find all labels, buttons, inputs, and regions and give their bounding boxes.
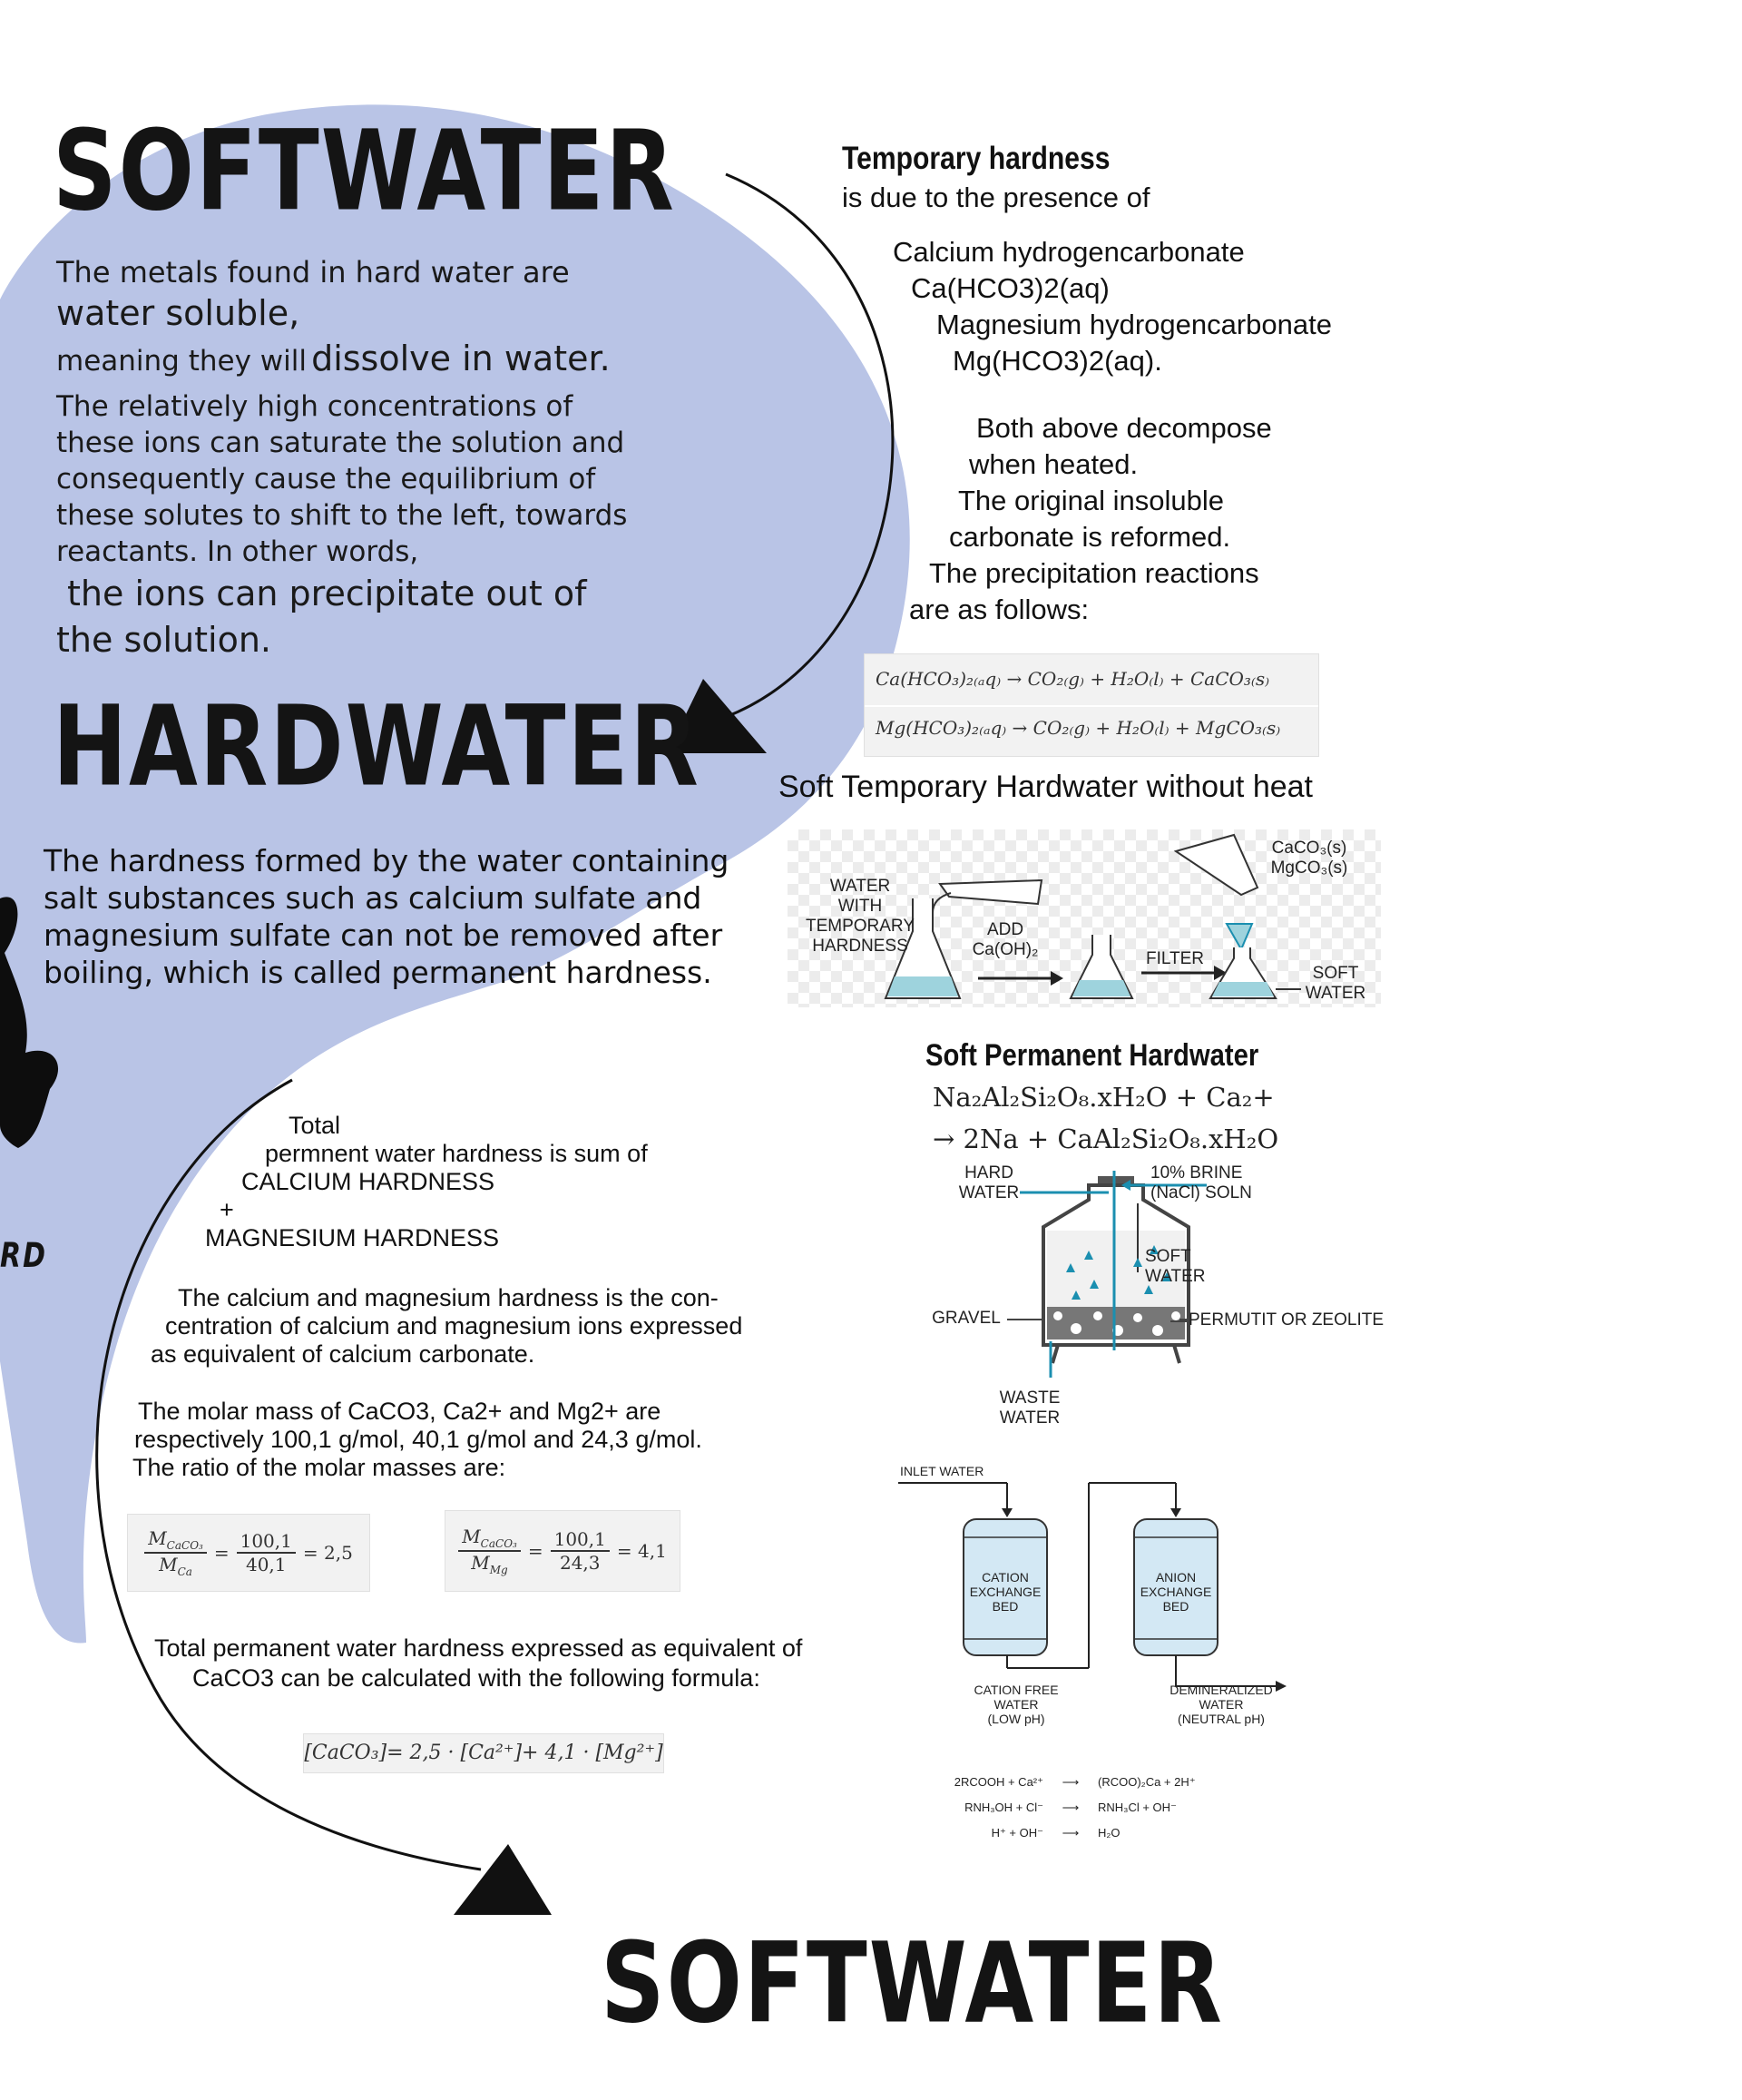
permanent-line: salt substances such as calcium sulfate and — [44, 880, 702, 916]
temporary-line: Both above decompose — [976, 412, 1272, 444]
hardness-sum — [205, 1112, 648, 1252]
inlet-arrowhead — [1002, 1508, 1013, 1517]
hardness-formula: [CaCO₃]= 2,5 · [Ca²⁺]+ 4,1 · [Mg²⁺] — [303, 1733, 664, 1773]
ratio-mg-values: $\frac{100,1}{24,3}$ — [551, 1528, 610, 1574]
label-filter: FILTER — [1145, 949, 1205, 968]
permanent-line: magnesium sulfate can not be removed after — [44, 918, 723, 953]
side-fragment-text: RD — [0, 1236, 48, 1276]
intro-line: consequently cause the equilibrium of — [56, 463, 596, 496]
label-brine: 10% BRINE (NaCl) SOLN — [1150, 1163, 1252, 1202]
temporary-line: Calcium hydrogencarbonate — [893, 236, 1245, 268]
temporary-text — [842, 180, 1332, 628]
soft-permanent-title: Soft Permanent Hardwater — [925, 1038, 1259, 1073]
filter-cone — [1227, 924, 1252, 949]
formula-intro — [154, 1634, 802, 1693]
temporary-line: are as follows: — [909, 594, 1090, 625]
reaction-arrow-icon: ⟶ — [1062, 1801, 1080, 1814]
filter-funnel — [1176, 835, 1258, 895]
ratio-mg-left: $\frac{M_{CaCO_3}}{M_{Mg}}$ — [458, 1526, 521, 1576]
precipitation-equations — [864, 653, 1319, 757]
zeolite-equation-2: → 2Na + CaAl₂Si₂O₈.xH₂O — [933, 1124, 1279, 1154]
label-anion-bed: ANION EXCHANGE BED — [1140, 1570, 1212, 1614]
temporary-line: The original insoluble — [958, 485, 1224, 516]
label-cation-free: CATION FREE WATER (LOW pH) — [974, 1683, 1059, 1726]
permanent-line: boiling, which is called permanent hardness. — [44, 955, 712, 990]
formula-intro-line: Total permanent water hardness expressed as equivalent of — [154, 1634, 803, 1662]
label-zeolite-soft-water: SOFT WATER — [1145, 1247, 1206, 1286]
temporary-line: when heated. — [969, 448, 1139, 480]
ratio-mg-result: = 4,1 — [616, 1540, 667, 1562]
molar-text — [132, 1398, 702, 1482]
molar-line: The molar mass of CaCO3, Ca2+ and Mg2+ are — [138, 1398, 661, 1425]
equation-mg: Mg(HCO₃)₂₍ₐq₎ → CO₂₍g₎ + H₂O₍l₎ + MgCO₃₍s₎ — [876, 717, 1281, 739]
equivalent-text — [151, 1284, 742, 1369]
ion-exchange-diagram — [889, 1461, 1306, 1842]
leg-left — [1052, 1345, 1058, 1363]
label-precipitate: CaCO₃(s) MgCO₃(s) — [1270, 839, 1348, 878]
ratio-ca-box: $\frac{M_{CaCO_3}}{M_{Ca}}$ = $\frac{100,1}{40,1}$ = 2,5 — [127, 1514, 370, 1592]
formula-intro-line: CaCO3 can be calculated with the following formula: — [192, 1664, 760, 1692]
label-add-caoh2: ADD Ca(OH)₂ — [972, 920, 1039, 959]
equivalent-line: as equivalent of calcium carbonate. — [151, 1340, 535, 1368]
hardness-line: permnent water hardness is sum of — [265, 1140, 648, 1167]
flask-2-water — [1072, 980, 1130, 996]
reaction-row: RNH₃OH + Cl⁻ ⟶ RNH₃Cl + OH⁻ — [953, 1795, 1225, 1820]
permanent-line: The hardness formed by the water containing — [44, 843, 729, 878]
hardness-line: Total — [289, 1112, 341, 1139]
equation-ca: Ca(HCO₃)₂₍ₐq₎ → CO₂₍g₎ + H₂O₍l₎ + CaCO₃₍s₎ — [876, 668, 1270, 690]
arrowhead-bottom — [454, 1844, 552, 1915]
ratio-ca-left: $\frac{M_{CaCO_3}}{M_{Ca}}$ — [144, 1527, 207, 1578]
temporary-line: The precipitation reactions — [929, 557, 1259, 589]
label-demineralized: DEMINERALIZED WATER (NEUTRAL pH) — [1169, 1683, 1273, 1726]
intro-line: meaning they will dissolve in water. — [56, 339, 611, 378]
intro-line: the ions can precipitate out of — [67, 574, 587, 613]
zeolite-svg — [916, 1163, 1388, 1445]
temporary-heading: Temporary hardness — [842, 141, 1111, 176]
temporary-line: Ca(HCO3)2(aq) — [911, 272, 1110, 304]
reaction-row: 2RCOOH + Ca²⁺ ⟶ (RCOO)₂Ca + 2H⁺ — [953, 1770, 1225, 1795]
intro-line: reactants. In other words, — [56, 535, 419, 568]
intro-line: these solutes to shift to the left, towards — [56, 499, 628, 532]
equivalent-line: centration of calcium and magnesium ions expressed — [165, 1312, 743, 1339]
intro-line: water soluble, — [56, 293, 300, 333]
equivalent-line: The calcium and magnesium hardness is the con- — [178, 1284, 719, 1311]
hardness-line: + — [220, 1196, 234, 1223]
temporary-line: Mg(HCO3)2(aq). — [953, 345, 1162, 377]
label-permutit: PERMUTIT OR ZEOLITE — [1189, 1310, 1385, 1330]
intro-line: these ions can saturate the solution and — [56, 427, 625, 459]
label-hard-water: HARD WATER — [958, 1163, 1020, 1202]
arrow-add-head — [1051, 971, 1063, 986]
molar-line: The ratio of the molar masses are: — [132, 1454, 506, 1481]
label-inlet-water: INLET WATER — [900, 1464, 984, 1478]
reaction-arrow-icon: ⟶ — [1062, 1826, 1080, 1840]
intro-line: The metals found in hard water are — [56, 255, 570, 289]
soft-temporary-title: Soft Temporary Hardwater without heat — [778, 770, 1313, 804]
equation-divider — [865, 705, 1318, 707]
ratio-ca-values: $\frac{100,1}{40,1}$ — [237, 1530, 296, 1575]
label-soft-water: SOFT WATER — [1305, 964, 1366, 1003]
reaction-row: H⁺ + OH⁻ ⟶ H₂O — [953, 1820, 1225, 1846]
zeolite-equation-1: Na₂Al₂Si₂O₈.xH₂O + Ca₂+ — [933, 1082, 1275, 1113]
permanent-paragraph — [44, 842, 729, 991]
intro-paragraph — [56, 254, 627, 662]
reaction-list — [953, 1770, 1225, 1846]
temporary-process-diagram — [788, 829, 1381, 1007]
label-gravel: GRAVEL — [932, 1309, 1001, 1328]
label-waste-water: WASTE WATER — [999, 1389, 1061, 1428]
intro-line: the solution. — [56, 620, 271, 660]
ratio-ca-result: = 2,5 — [302, 1542, 353, 1564]
temporary-line: Magnesium hydrogencarbonate — [936, 309, 1332, 340]
leg-right — [1174, 1345, 1179, 1363]
label-cation-bed: CATION EXCHANGE BED — [969, 1570, 1042, 1614]
flask-1-water — [887, 976, 958, 996]
temporary-line: is due to the presence of — [842, 182, 1150, 213]
molar-line: respectively 100,1 g/mol, 40,1 g/mol and 24,3 g/mol. — [134, 1426, 702, 1453]
intro-line: The relatively high concentrations of — [56, 390, 573, 423]
zeolite-softener-diagram — [916, 1163, 1388, 1445]
title-hardwater: HARDWATER — [53, 682, 700, 812]
pouring-beaker — [940, 880, 1042, 904]
ratio-mg-box: $\frac{M_{CaCO_3}}{M_{Mg}}$ = $\frac{100,1}{24,3}$ = 4,1 — [445, 1510, 680, 1592]
flask-3-water — [1212, 982, 1274, 996]
hardness-line: MAGNESIUM HARDNESS — [205, 1224, 500, 1251]
title-softwater-bottom: SOFTWATER — [601, 1919, 1224, 2049]
temporary-line: carbonate is reformed. — [949, 521, 1231, 553]
reaction-arrow-icon: ⟶ — [1062, 1775, 1080, 1789]
title-softwater-top: SOFTWATER — [53, 107, 676, 237]
hardness-line: CALCIUM HARDNESS — [241, 1168, 495, 1195]
label-water-with-hardness: WATER WITH TEMPORARY HARDNESS — [805, 877, 915, 956]
